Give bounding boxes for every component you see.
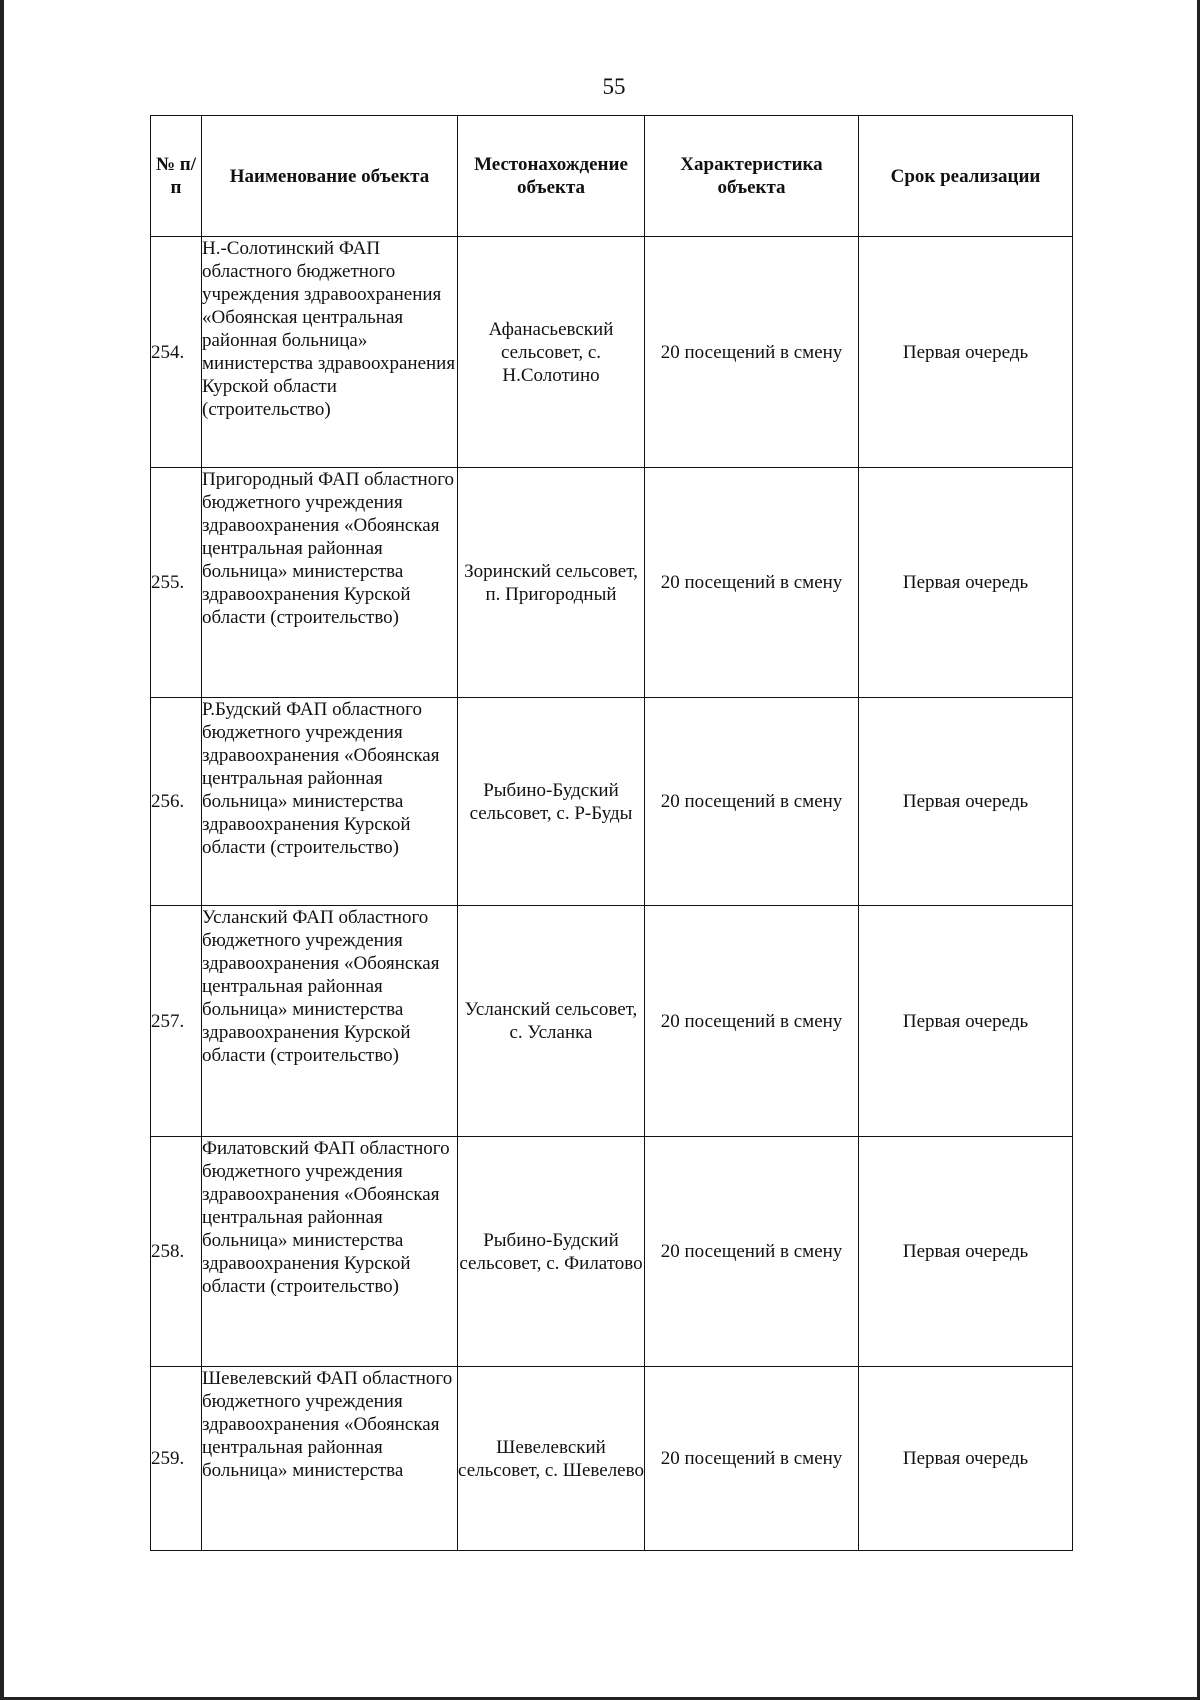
object-name: Н.-Солотинский ФАП областного бюджетного учреждения здравоохранения «Обоянская центральная районная больница» министерства здравоохранения Курской области (строительство)	[202, 237, 458, 468]
object-term: Первая очередь	[859, 1367, 1073, 1551]
object-name: Р.Будский ФАП областного бюджетного учреждения здравоохранения «Обоянская центральная районная больница» министерства здравоохранения Курской области (строительство)	[202, 698, 458, 906]
table-row	[151, 906, 1073, 1137]
table-row	[151, 698, 1073, 906]
table-row	[151, 1367, 1073, 1551]
row-number: 258.	[151, 1137, 202, 1367]
object-term: Первая очередь	[859, 237, 1073, 468]
object-term: Первая очередь	[859, 698, 1073, 906]
page-number: 55	[602, 74, 626, 99]
header-location: Местонахождение объекта	[458, 116, 645, 237]
header-num: № п/п	[151, 116, 202, 237]
object-characteristic: 20 посещений в смену	[645, 1137, 859, 1367]
object-characteristic: 20 посещений в смену	[645, 698, 859, 906]
header-name: Наименование объекта	[202, 116, 458, 237]
object-term: Первая очередь	[859, 468, 1073, 698]
object-name: Усланский ФАП областного бюджетного учреждения здравоохранения «Обоянская центральная районная больница» министерства здравоохранения Курской области (строительство)	[202, 906, 458, 1137]
table-header-row	[151, 116, 1073, 237]
row-number: 255.	[151, 468, 202, 698]
object-location: Усланский сельсовет, с. Усланка	[458, 906, 645, 1137]
row-number: 257.	[151, 906, 202, 1137]
object-name: Филатовский ФАП областного бюджетного учреждения здравоохранения «Обоянская центральная районная больница» министерства здравоохранения Курской области (строительство)	[202, 1137, 458, 1367]
object-location: Афанасьевский сельсовет, с. Н.Солотино	[458, 237, 645, 468]
object-term: Первая очередь	[859, 1137, 1073, 1367]
objects-table	[150, 115, 1073, 1551]
object-name: Шевелевский ФАП областного бюджетного учреждения здравоохранения «Обоянская центральная районная больница» министерства	[202, 1367, 458, 1551]
object-term: Первая очередь	[859, 906, 1073, 1137]
object-location: Зоринский сельсовет, п. Пригородный	[458, 468, 645, 698]
table-row	[151, 237, 1073, 468]
row-number: 254.	[151, 237, 202, 468]
header-characteristic: Характеристика объекта	[645, 116, 859, 237]
object-location: Шевелевский сельсовет, с. Шевелево	[458, 1367, 645, 1551]
row-number: 256.	[151, 698, 202, 906]
table-row	[151, 1137, 1073, 1367]
object-location: Рыбино-Будский сельсовет, с. Филатово	[458, 1137, 645, 1367]
scan-edge-left	[0, 0, 4, 1700]
object-characteristic: 20 посещений в смену	[645, 468, 859, 698]
object-characteristic: 20 посещений в смену	[645, 1367, 859, 1551]
object-location: Рыбино-Будский сельсовет, с. Р-Буды	[458, 698, 645, 906]
table-row	[151, 468, 1073, 698]
object-characteristic: 20 посещений в смену	[645, 237, 859, 468]
object-name: Пригородный ФАП областного бюджетного учреждения здравоохранения «Обоянская центральная районная больница» министерства здравоохранения Курской области (строительство)	[202, 468, 458, 698]
object-characteristic: 20 посещений в смену	[645, 906, 859, 1137]
header-term: Срок реализации	[859, 116, 1073, 237]
row-number: 259.	[151, 1367, 202, 1551]
